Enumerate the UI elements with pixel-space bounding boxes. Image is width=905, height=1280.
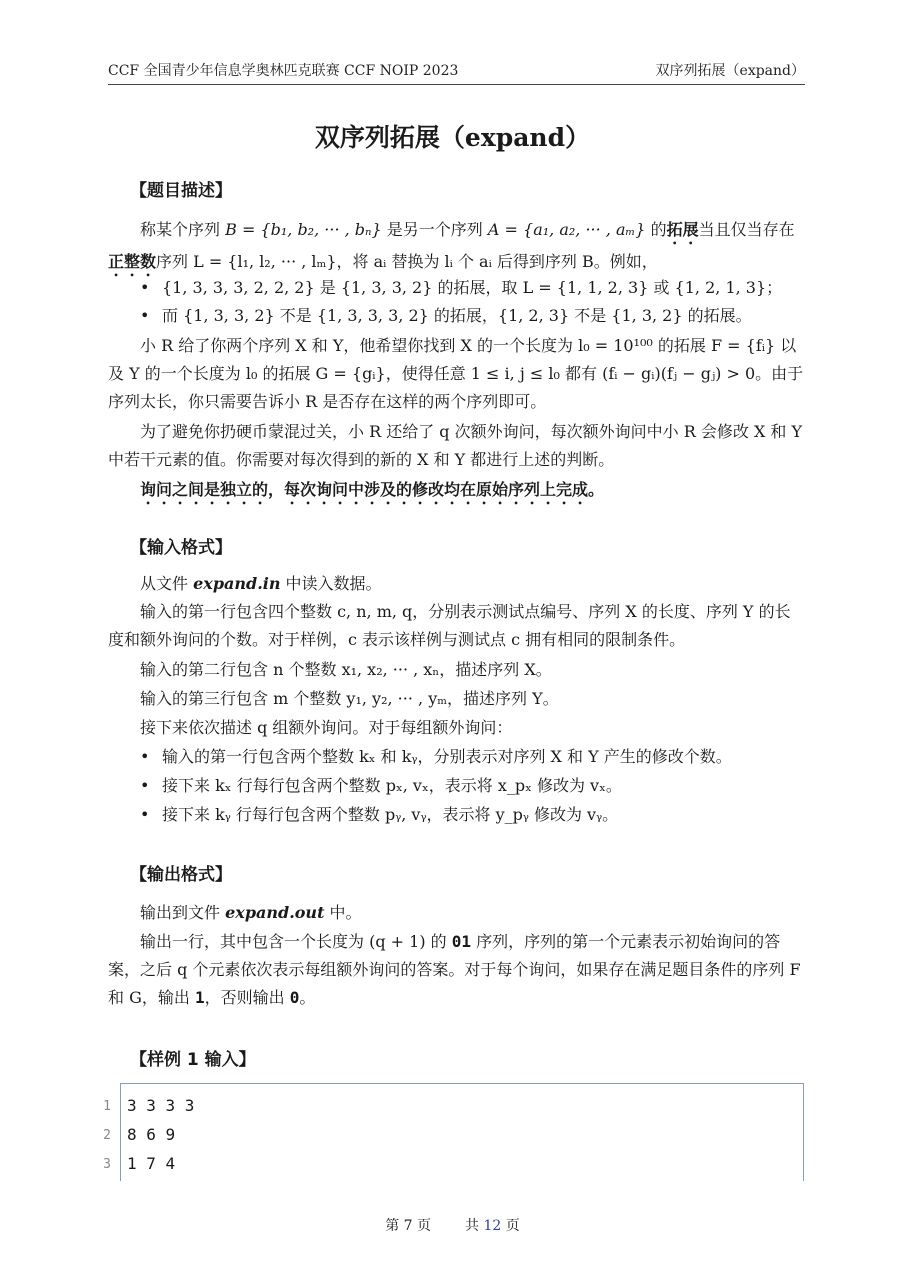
code-line: 8 6 9 bbox=[127, 1125, 176, 1144]
code-line: 3 3 3 3 bbox=[127, 1096, 195, 1115]
section-output: 【输出格式】 bbox=[130, 865, 232, 885]
input-line-2: 输入的第一行包含四个整数 c, n, m, q，分别表示测试点编号、序列 X 的长度、序列 Y 的长度和额外询问的个数。对于样例，c 表示该样例与测试点 c 拥有相同的限制条件。 bbox=[108, 602, 791, 649]
output-line-1: 输出到文件 expand.out 中。 bbox=[140, 903, 362, 922]
header-rule bbox=[108, 84, 805, 85]
code-literal: 0 bbox=[289, 988, 300, 1007]
header-left: CCF 全国青少年信息学奥林匹克联赛 CCF NOIP 2023 bbox=[108, 63, 459, 79]
input-line-5: 接下来依次描述 q 组额外询问。对于每组额外询问： bbox=[140, 718, 513, 737]
list-item: • 接下来 kₓ 行每行包含两个整数 pₓ, vₓ，表示将 x_pₓ 修改为 vₓ。 bbox=[140, 772, 805, 800]
bullet-icon: • bbox=[140, 776, 150, 795]
line-number: 1 bbox=[103, 1099, 111, 1114]
list-item: • 接下来 kᵧ 行每行包含两个整数 pᵧ, vᵧ，表示将 y_pᵧ 修改为 vᵧ。 bbox=[140, 801, 805, 829]
input-filename: expand.in bbox=[193, 574, 281, 593]
input-line-4: 输入的第三行包含 m 个整数 y₁, y₂, ··· , yₘ，描述序列 Y。 bbox=[140, 689, 559, 708]
output-filename: expand.out bbox=[225, 903, 325, 922]
bullet-icon: • bbox=[140, 747, 150, 766]
input-line-1: 从文件 expand.in 中读入数据。 bbox=[140, 574, 382, 593]
desc-paragraph-1: 称某个序列 B = {b₁, b₂, ··· , bₙ} 是另一个序列 A = {a₁, a₂, ··· , aₘ} 的拓展当且仅当存在正整数序列 L = {l₁, l₂, ··· , lₘ}，将 aᵢ 替换为 lᵢ 个 aᵢ 后得到序列 B。例如， bbox=[108, 220, 795, 271]
code-literal: 1 bbox=[194, 988, 205, 1007]
input-line-3: 输入的第二行包含 n 个整数 x₁, x₂, ··· , xₙ，描述序列 X。 bbox=[140, 660, 552, 679]
list-item: • 而 {1, 3, 3, 2} 不是 {1, 3, 3, 3, 2} 的拓展，{1, 2, 3} 不是 {1, 3, 2} 的拓展。 bbox=[140, 302, 805, 330]
page-title: 双序列拓展（expand） bbox=[314, 123, 591, 152]
desc-paragraph-3: 为了避免你扔硬币蒙混过关，小 R 还给了 q 次额外询问，每次额外询问中小 R 会修改 X 和 Y 中若干元素的值。你需要对每次得到的新的 X 和 Y 都进行上述的判断。 bbox=[108, 422, 803, 469]
page-number: 第 7 页 bbox=[385, 1218, 432, 1234]
total-pages-link[interactable]: 12 bbox=[483, 1218, 502, 1234]
list-item: • {1, 3, 3, 3, 2, 2, 2} 是 {1, 3, 3, 2} 的拓展，取 L = {1, 1, 2, 3} 或 {1, 2, 1, 3}； bbox=[140, 274, 805, 302]
page-footer: 第 7 页 共 12 页 bbox=[385, 1218, 520, 1234]
code-literal: 01 bbox=[451, 932, 472, 951]
header-right: 双序列拓展（expand） bbox=[655, 63, 805, 79]
bullet-icon: • bbox=[140, 306, 150, 325]
desc-paragraph-2: 小 R 给了你两个序列 X 和 Y，他希望你找到 X 的一个长度为 l₀ = 10¹⁰⁰ 的拓展 F = {fᵢ} 以及 Y 的一个长度为 l₀ 的拓展 G = {gᵢ}，使得任意 1 ≤ i, j ≤ l₀ 都有 (fᵢ − gᵢ)(fⱼ − gⱼ) > 0。由于序列太长，你只需要告诉小 R 是否存在这样的两个序列即可。 bbox=[108, 336, 804, 411]
output-line-2: 输出一行，其中包含一个长度为 (q + 1) 的 01 序列，序列的第一个元素表示初始询问的答案，之后 q 个元素依次表示每组额外询问的答案。对于每个询问，如果存在满足题目条件的序列 F 和 G，输出 1，否则输出 0。 bbox=[108, 932, 801, 1007]
section-description: 【题目描述】 bbox=[130, 181, 232, 201]
emphasis-term: 拓展 bbox=[666, 220, 699, 239]
line-number: 2 bbox=[103, 1128, 111, 1143]
bullet-icon: • bbox=[140, 805, 150, 824]
section-input: 【输入格式】 bbox=[130, 538, 232, 558]
emphasis-term: 正整数 bbox=[108, 252, 157, 271]
bullet-icon: • bbox=[140, 278, 150, 297]
section-sample1: 【样例 1 输入】 bbox=[130, 1050, 256, 1070]
code-block bbox=[120, 1083, 804, 1181]
code-line: 1 7 4 bbox=[127, 1154, 176, 1173]
line-number: 3 bbox=[103, 1157, 111, 1172]
desc-paragraph-4: 询问之间是独立的，每次询问中涉及的修改均在原始序列上完成。 bbox=[140, 480, 605, 499]
list-item: • 输入的第一行包含两个整数 kₓ 和 kᵧ，分别表示对序列 X 和 Y 产生的修改个数。 bbox=[140, 743, 805, 771]
